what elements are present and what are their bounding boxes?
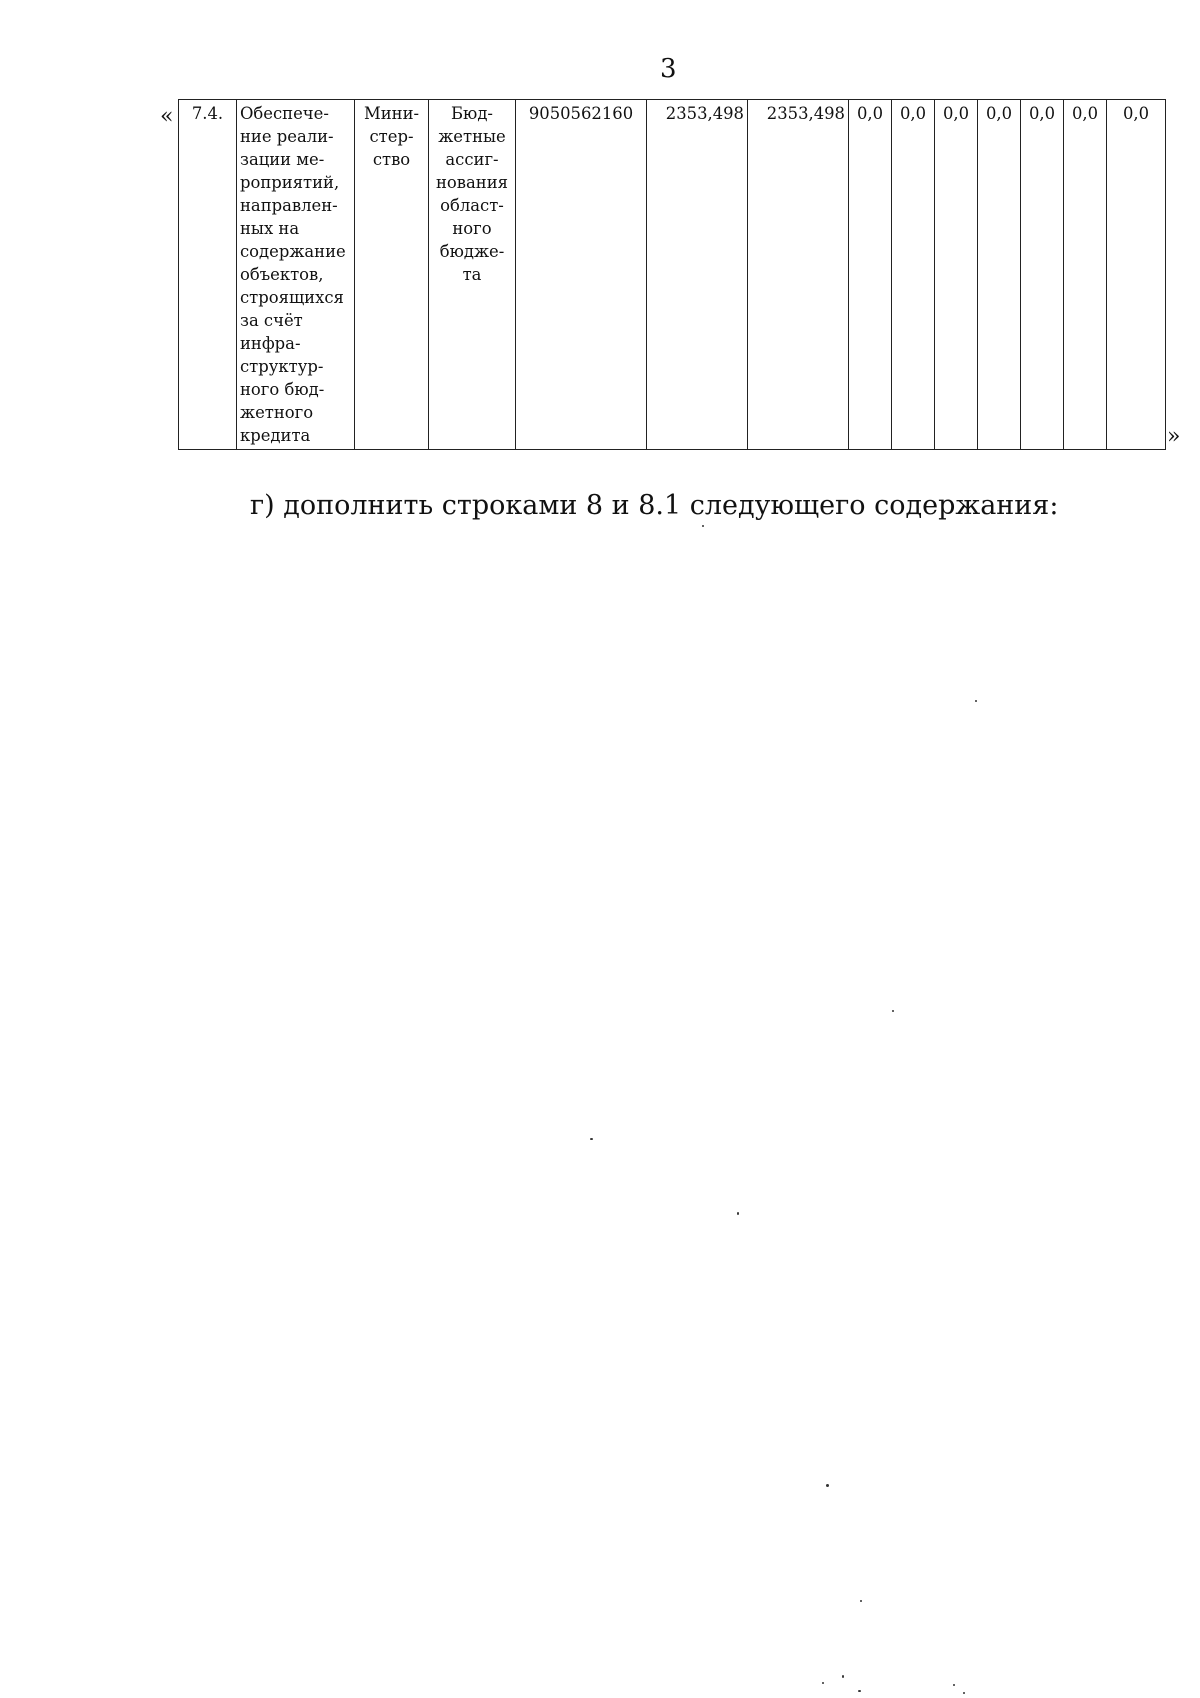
- activity-title-cell: [237, 100, 355, 450]
- scan-speck: [702, 525, 704, 527]
- title-line: инфра-: [240, 334, 301, 353]
- budget-code-cell: 9050562160: [516, 100, 647, 450]
- source-line: ного: [452, 219, 492, 238]
- scan-speck: [953, 1684, 955, 1686]
- executor-line: стер-: [369, 127, 414, 146]
- scan-speck: [975, 700, 977, 702]
- title-line: ных на: [240, 219, 300, 238]
- instruction-text: г) дополнить строками 8 и 8.1 следующего содержания:: [250, 490, 1059, 521]
- page-number: 3: [660, 54, 677, 84]
- executor-cell: [355, 100, 429, 450]
- title-line: зации ме-: [240, 150, 325, 169]
- zero-amount-cell: 0,0: [1107, 100, 1166, 450]
- zero-amount-cell: 0,0: [849, 100, 892, 450]
- scan-speck: [590, 1138, 593, 1140]
- total-amount-cell: 2353,498: [647, 100, 748, 450]
- source-line: жетные: [438, 127, 506, 146]
- opening-quote: «: [160, 104, 174, 129]
- title-line: ного бюд-: [240, 380, 325, 399]
- title-line: Обеспече-: [240, 104, 329, 123]
- zero-amount-cell: 0,0: [892, 100, 935, 450]
- scan-speck: [737, 1212, 739, 1215]
- row-number-cell: 7.4.: [179, 100, 237, 450]
- title-line: направлен-: [240, 196, 338, 215]
- zero-amount-cell: 0,0: [935, 100, 978, 450]
- title-line: ние реали-: [240, 127, 334, 146]
- title-line: жетного: [240, 403, 314, 422]
- amendment-table: [178, 99, 1166, 450]
- source-line: ассиг-: [445, 150, 499, 169]
- scan-speck: [826, 1484, 829, 1487]
- scan-speck: [842, 1675, 844, 1678]
- title-line: содержание: [240, 242, 346, 261]
- table-row: [179, 100, 1166, 450]
- zero-amount-cell: 0,0: [1021, 100, 1064, 450]
- source-line: бюдже-: [439, 242, 505, 261]
- year-amount-cell: 2353,498: [748, 100, 849, 450]
- scan-speck: [892, 1010, 894, 1012]
- title-line: структур-: [240, 357, 324, 376]
- title-line: строящихся: [240, 288, 344, 307]
- title-line: кредита: [240, 426, 311, 445]
- title-line: роприятий,: [240, 173, 340, 192]
- scan-speck: [963, 1692, 965, 1694]
- source-line: област-: [440, 196, 504, 215]
- source-line: Бюд-: [451, 104, 493, 123]
- scan-speck: [822, 1682, 824, 1684]
- executor-line: Мини-: [363, 104, 420, 123]
- closing-quote: »: [1167, 424, 1181, 449]
- zero-amount-cell: 0,0: [1064, 100, 1107, 450]
- scan-speck: [858, 1690, 861, 1692]
- funding-source-cell: [429, 100, 516, 450]
- scan-speck: [860, 1600, 862, 1602]
- title-line: за счёт: [240, 311, 303, 330]
- executor-line: ство: [372, 150, 411, 169]
- zero-amount-cell: 0,0: [978, 100, 1021, 450]
- source-line: нования: [436, 173, 508, 192]
- title-line: объектов,: [240, 265, 324, 284]
- source-line: та: [462, 265, 482, 284]
